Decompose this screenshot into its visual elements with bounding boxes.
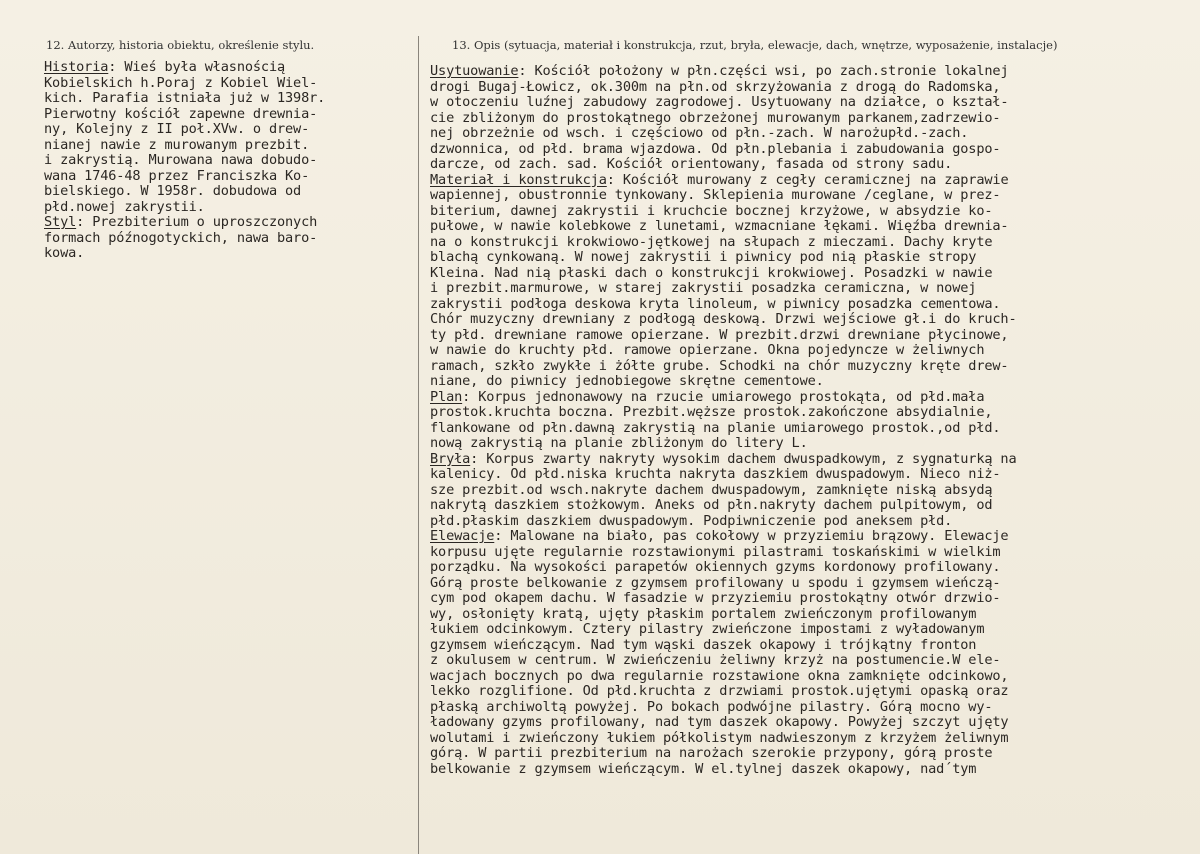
text-line xyxy=(430,452,1190,468)
line-text: Kleina. Nad nią płaski dach o konstrukcji krokwiowej. Posadzki w nawie xyxy=(430,264,993,281)
text-line xyxy=(430,576,1190,592)
line-text: belkowanie z gzymsem wieńczącym. W el.tylnej daszek okapowy, nad´tym xyxy=(430,760,977,777)
text-line xyxy=(430,421,1190,437)
line-text: : Kościół murowany z cegły ceramicznej na zaprawie xyxy=(606,171,1009,188)
line-text: nową zakrystią na planie zbliżonym do litery L. xyxy=(430,435,808,451)
text-line xyxy=(430,64,1190,80)
section-keyword: Historia xyxy=(44,59,109,75)
text-line xyxy=(430,250,1190,266)
line-text: wacjach bocznych po dwa regularnie rozstawione okna zamknięte odcinkowo, xyxy=(430,667,1009,684)
line-text: i prezbit.marmurowe, w starej zakrystii posadzka ceramiczna, w nowej xyxy=(430,280,977,296)
text-line xyxy=(430,638,1190,654)
text-line xyxy=(44,200,414,216)
line-text: : Prezbiterium o uproszczonych xyxy=(76,214,318,230)
text-line xyxy=(44,184,414,200)
line-text: w otoczeniu luźnej zabudowy zagrodowej. Usytuowany na działce, o kształ- xyxy=(430,94,1009,110)
text-line xyxy=(430,622,1190,638)
text-line xyxy=(430,591,1190,607)
text-line xyxy=(430,669,1190,685)
text-line xyxy=(430,560,1190,576)
line-text: bielskiego. W 1958r. dobudowa od xyxy=(44,183,302,199)
text-line xyxy=(430,483,1190,499)
text-line xyxy=(44,122,414,138)
line-text: blachą cynkowaną. W nowej zakrystii i piwnicy pod nią płaskie stropy xyxy=(430,249,977,265)
text-line xyxy=(430,545,1190,561)
line-text: nakrytą daszkiem stożkowym. Aneks od płn.nakryty dachem pulpitowym, od xyxy=(430,497,993,513)
line-text: z okulusem w centrum. W zwieńczeniu żeliwny krzyż na postumencie.W ele- xyxy=(430,652,1001,668)
text-line xyxy=(430,529,1190,545)
line-text: porządku. Na wysokości parapetów okiennych gzyms kordonowy profilowany. xyxy=(430,559,1001,575)
line-text: nej obrzeżnie od wsch. i częściowo od płn.-zach. W narożupłd.-zach. xyxy=(430,125,969,141)
line-text: : Wieś była własnością xyxy=(108,59,286,75)
section-keyword: Usytuowanie xyxy=(430,63,519,79)
text-line xyxy=(44,215,414,231)
line-text: flankowane od płn.dawną zakrystią na planie umiarowego prostok.,od płd. xyxy=(430,419,1001,436)
section-keyword: Plan xyxy=(430,388,463,405)
section-12-header: 12. Autorzy, historia obiektu, określenie stylu. xyxy=(46,38,315,52)
text-line xyxy=(44,153,414,169)
line-text: Górą proste belkowanie z gzymsem profilowany u spodu i gzymsem wieńczą- xyxy=(430,574,1001,591)
text-line xyxy=(430,188,1190,204)
text-line xyxy=(430,653,1190,669)
line-text: płd.płaskim daszkiem dwuspadowym. Podpiwniczenie pod aneksem płd. xyxy=(430,512,953,529)
text-line xyxy=(44,169,414,185)
text-line xyxy=(44,246,414,262)
line-text: w nawie do kruchty płd. ramowe opierzane. Okna pojedyncze w żeliwnych xyxy=(430,342,985,358)
line-text: płaską archiwoltą powyżej. Po bokach podwójne pilastry. Górą mocno wy- xyxy=(430,698,993,715)
text-line xyxy=(430,281,1190,297)
text-line xyxy=(430,684,1190,700)
line-text: darcze, od zach. sad. Kościół orientowany, fasada od strony sadu. xyxy=(430,156,953,172)
line-text: wapiennej, obustronnie tynkowany. Sklepienia murowane /ceglane, w prez- xyxy=(430,187,1001,203)
line-text: : Malowane na biało, pas cokołowy w przyziemiu brązowy. Elewacje xyxy=(494,528,1009,544)
line-text: cym pod okapem dachu. W fasadzie w przyziemiu prostokątny otwór drzwio- xyxy=(430,590,1001,606)
text-line xyxy=(430,266,1190,282)
text-line xyxy=(430,514,1190,530)
text-line xyxy=(44,91,414,107)
line-text: dzwonnica, od płd. brama wjazdowa. Od płn.plebania i zabudowania gospo- xyxy=(430,140,1001,157)
section-keyword: Styl xyxy=(44,214,77,230)
line-text: nianej nawie z murowanym prezbit. xyxy=(44,136,310,153)
text-line xyxy=(44,60,414,76)
text-line xyxy=(430,607,1190,623)
line-text: ładowany gzyms profilowany, nad tym daszek okapowy. Powyżej szczyt ujęty xyxy=(430,714,1009,730)
text-line xyxy=(44,138,414,154)
line-text: : Korpus jednonawowy na rzucie umiarowego prostokąta, od płd.mała xyxy=(462,388,985,405)
line-text: cie zbliżonym do prostokątnego obrzeżonej murowanym parkanem,zadrzewio- xyxy=(430,109,1001,126)
line-text: korpusu ujęte regularnie rozstawionymi pilastrami toskańskimi w wielkim xyxy=(430,543,1001,560)
line-text: górą. W partii prezbiterium na narożach szerokie przypony, górą proste xyxy=(430,745,993,761)
line-text: zakrystii podłoga deskowa kryta linoleum, w piwnicy posadzka cementowa. xyxy=(430,295,1001,312)
line-text: płd.nowej zakrystii. xyxy=(44,198,205,215)
line-text: łukiem odcinkowym. Cztery pilastry zwieńczone impostami z wyładowanym xyxy=(430,621,985,637)
text-line xyxy=(430,343,1190,359)
text-line xyxy=(44,231,414,247)
line-text: sze prezbit.od wsch.nakryte dachem dwuspadowym, zamknięte niską absydą xyxy=(430,481,993,498)
line-text: Chór muzyczny drewniany z podłogą deskową. Drzwi wejściowe gł.i do kruch- xyxy=(430,311,1017,327)
section-keyword: Materiał i konstrukcja xyxy=(430,171,607,188)
text-line xyxy=(430,436,1190,452)
line-text: wana 1746-48 przez Franciszka Ko- xyxy=(44,167,310,184)
text-line xyxy=(430,235,1190,251)
line-text: wy, osłonięty kratą, ujęty płaskim portalem zwieńczonym profilowanym xyxy=(430,605,977,622)
line-text: prostok.kruchta boczna. Prezbit.węższe prostok.zakończone absydialnie, xyxy=(430,404,993,420)
line-text: : Korpus zwarty nakryty wysokim dachem dwuspadkowym, z sygnaturką na xyxy=(470,450,1017,467)
text-line xyxy=(430,498,1190,514)
text-line xyxy=(430,731,1190,747)
line-text: formach późnogotyckich, nawa baro- xyxy=(44,229,318,246)
section-13-header: 13. Opis (sytuacja, materiał i konstrukcja, rzut, bryła, elewacje, dach, wnętrze, wyposażenie, instalacje) xyxy=(452,38,1058,52)
line-text: kowa. xyxy=(44,245,85,261)
text-line xyxy=(44,76,414,92)
text-line xyxy=(430,173,1190,189)
text-line xyxy=(430,126,1190,142)
text-line xyxy=(430,390,1190,406)
section-keyword: Bryła xyxy=(430,450,471,467)
line-text: Pierwotny kościół zapewne drewnia- xyxy=(44,105,318,122)
line-text: ramach, szkło zwykłe i żółte grube. Schodki na chór muzyczny kręte drew- xyxy=(430,357,1009,374)
text-line xyxy=(430,312,1190,328)
line-text: wolutami i zwieńczony łukiem półkolistym nadwieszonym z krzyżem żeliwnym xyxy=(430,729,1009,746)
text-line xyxy=(430,762,1190,778)
line-text: ty płd. drewniane ramowe opierzane. W prezbit.drzwi drewniane płycinowe, xyxy=(430,326,1009,343)
text-line xyxy=(430,80,1190,96)
text-line xyxy=(430,374,1190,390)
line-text: na o konstrukcji krokwiowo-jętkowej na słupach z mieczami. Dachy kryte xyxy=(430,233,993,250)
line-text: : Kościół położony w płn.części wsi, po zach.stronie lokalnej xyxy=(518,63,1009,79)
text-line xyxy=(430,297,1190,313)
text-line xyxy=(430,219,1190,235)
text-line xyxy=(430,142,1190,158)
line-text: niane, do piwnicy jednobiegowe skrętne cementowe. xyxy=(430,373,824,389)
text-line xyxy=(430,359,1190,375)
column-divider xyxy=(418,36,419,854)
line-text: kalenicy. Od płd.niska kruchta nakryta daszkiem dwuspadowym. Nieco niż- xyxy=(430,466,1001,482)
line-text: Kobielskich h.Poraj z Kobiel Wiel- xyxy=(44,74,318,91)
text-line xyxy=(430,700,1190,716)
text-line xyxy=(430,111,1190,127)
text-line xyxy=(430,328,1190,344)
text-line xyxy=(430,157,1190,173)
line-text: biterium, dawnej zakrystii i kruchcie bocznej krzyżowe, w absydzie ko- xyxy=(430,202,993,219)
history-style-column xyxy=(44,60,414,262)
text-line xyxy=(44,107,414,123)
description-column xyxy=(430,64,1190,777)
text-line xyxy=(430,204,1190,220)
line-text: kich. Parafia istniała już w 1398r. xyxy=(44,90,326,106)
line-text: pułowe, w nawie kolebkowe z lunetami, wzmacniane łękami. Więźba drewnia- xyxy=(430,218,1009,234)
text-line xyxy=(430,746,1190,762)
text-line xyxy=(430,467,1190,483)
section-keyword: Elewacje xyxy=(430,528,495,544)
line-text: lekko rozglifione. Od płd.kruchta z drzwiami prostok.ujętymi opaską oraz xyxy=(430,683,1009,699)
text-line xyxy=(430,715,1190,731)
text-line xyxy=(430,95,1190,111)
line-text: drogi Bugaj-Łowicz, ok.300m na płn.od skrzyżowania z drogą do Radomska, xyxy=(430,78,1001,95)
line-text: gzymsem wieńczącym. Nad tym wąski daszek okapowy i trójkątny fronton xyxy=(430,636,977,653)
line-text: ny, Kolejny z II poł.XVw. o drew- xyxy=(44,121,310,137)
text-line xyxy=(430,405,1190,421)
line-text: i zakrystią. Murowana nawa dobudo- xyxy=(44,152,318,168)
